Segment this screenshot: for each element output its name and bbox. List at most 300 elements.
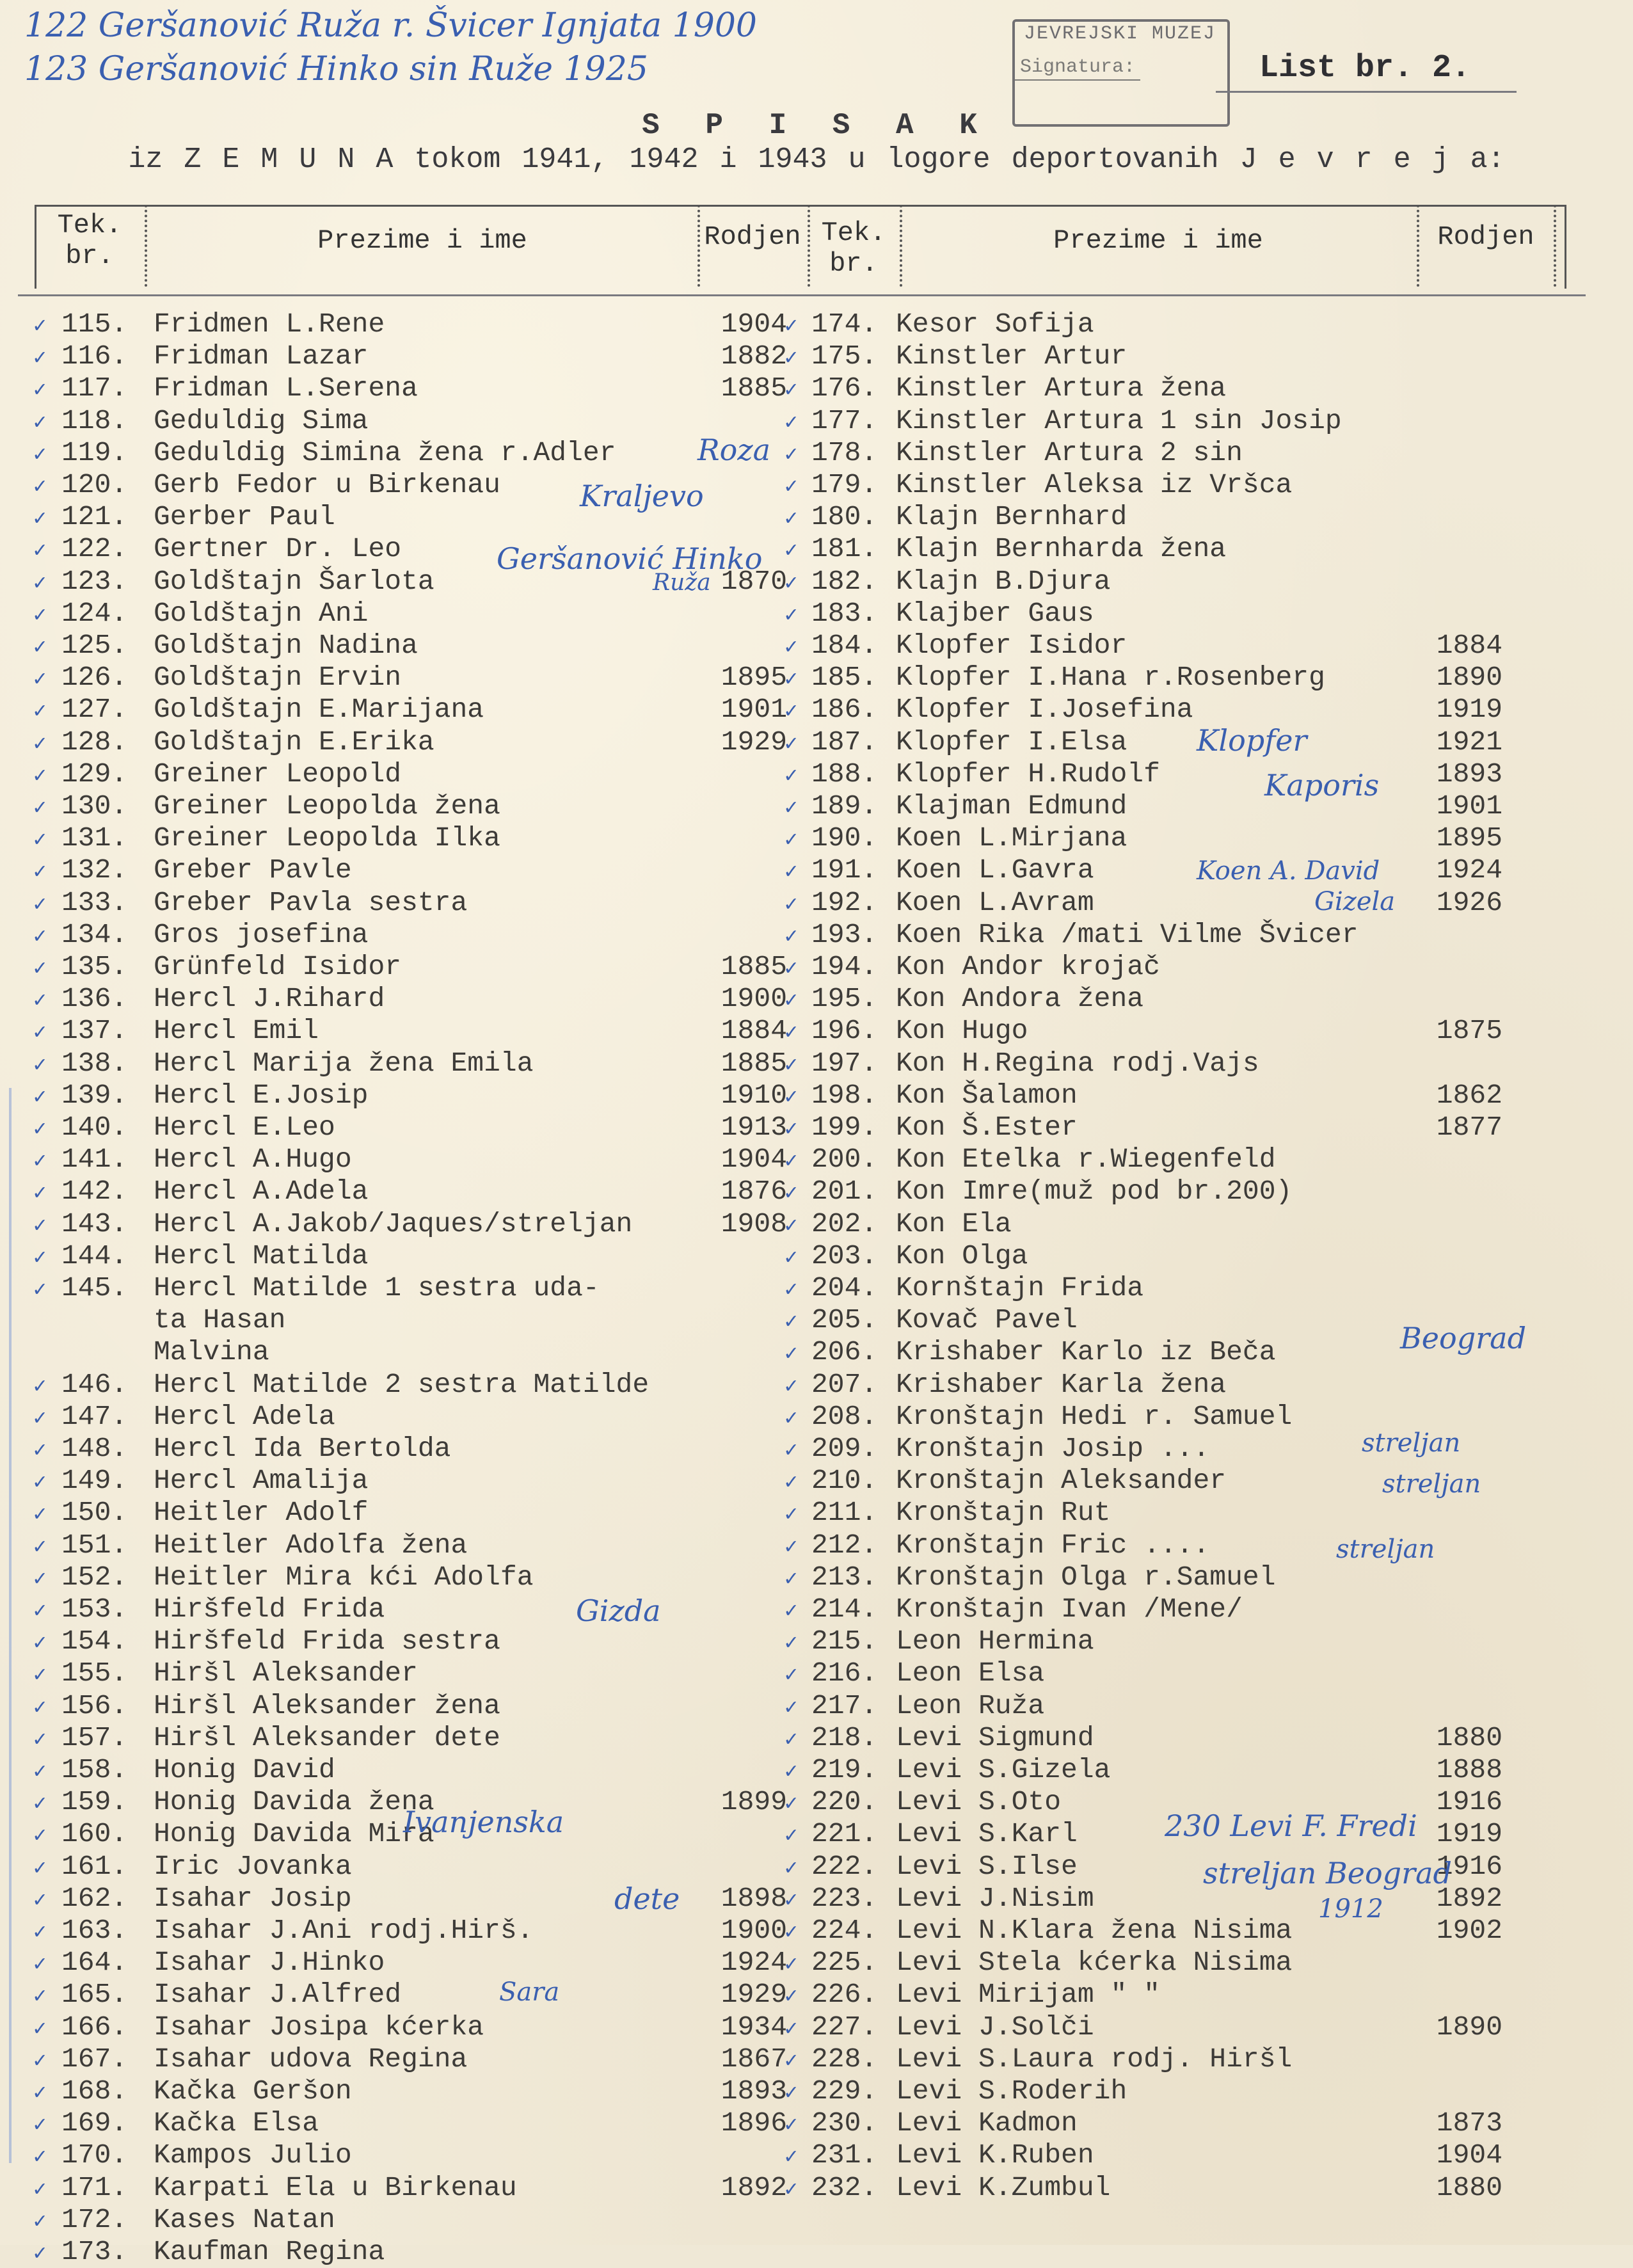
check-mark-icon: ✓ — [33, 347, 47, 372]
check-mark-icon: ✓ — [785, 1375, 798, 1400]
entry-number: 149. — [61, 1465, 128, 1497]
check-mark-icon: ✓ — [33, 2049, 47, 2074]
entry-number: 213. — [811, 1561, 878, 1593]
entry-birth-year: 1910 — [721, 1079, 787, 1111]
check-mark-icon: ✓ — [785, 1182, 798, 1207]
entry-number: 217. — [811, 1689, 878, 1721]
note-roza: Roza — [697, 433, 770, 467]
check-mark-icon: ✓ — [33, 893, 47, 918]
check-mark-icon: ✓ — [785, 507, 798, 532]
entry-number: 132. — [61, 854, 128, 886]
table-row — [0, 1979, 1633, 2011]
stamp-signature-label: Signatura: — [1015, 55, 1140, 81]
entry-name: Kampos Julio — [154, 2139, 352, 2171]
entry-name: Levi S.Roderih — [896, 2075, 1127, 2107]
header-bottom-rule — [18, 294, 1586, 296]
entry-number: 182. — [811, 565, 878, 597]
table-row — [0, 1080, 1633, 1112]
entry-name: Hercl Emil — [154, 1015, 319, 1047]
entry-birth-year: 1898 — [721, 1882, 787, 1914]
entry-name: Levi S.Gizela — [896, 1754, 1111, 1785]
entry-number: 168. — [61, 2075, 128, 2107]
check-mark-icon: ✓ — [785, 1085, 798, 1110]
check-mark-icon: ✓ — [785, 1953, 798, 1978]
entry-birth-year: 1926 — [1436, 886, 1502, 918]
entry-name: Hercl Amalija — [154, 1465, 369, 1497]
check-mark-icon: ✓ — [33, 1600, 47, 1624]
table-row — [0, 308, 1633, 340]
entry-birth-year: 1880 — [1436, 1721, 1502, 1753]
entry-birth-year: 1884 — [1436, 630, 1502, 661]
entry-name: Koen L.Avram — [896, 886, 1094, 918]
table-row — [0, 2011, 1633, 2043]
entry-name: Hercl E.Josip — [154, 1079, 369, 1111]
entry-birth-year: 1892 — [721, 2171, 787, 2203]
check-mark-icon: ✓ — [33, 1118, 47, 1142]
check-mark-icon: ✓ — [785, 443, 798, 468]
entry-birth-year: 1902 — [1436, 1915, 1502, 1946]
table-row — [0, 598, 1633, 630]
entry-name: Hercl E.Leo — [154, 1112, 335, 1143]
entry-birth-year: 1893 — [1436, 758, 1502, 790]
check-mark-icon: ✓ — [33, 1279, 47, 1303]
entry-number: 173. — [61, 2236, 128, 2267]
entry-name: Hercl Matilde 2 sestra Matilde — [154, 1368, 649, 1400]
entry-name: Kinstler Artura 1 sin Josip — [896, 404, 1342, 436]
entry-name: Kon Andora žena — [896, 983, 1144, 1015]
entry-name: Heitler Adolf — [154, 1497, 369, 1529]
check-mark-icon: ✓ — [33, 1150, 47, 1175]
entry-number: 202. — [811, 1208, 878, 1240]
table-row — [0, 1272, 1633, 1304]
entry-birth-year: 1885 — [721, 372, 787, 404]
entry-name: Goldštajn Ervin — [154, 662, 402, 694]
check-mark-icon: ✓ — [785, 1728, 798, 1753]
entry-name: Fridman L.Serena — [154, 372, 418, 404]
check-mark-icon: ✓ — [33, 2017, 47, 2042]
table-row — [0, 437, 1633, 469]
entry-number: 212. — [811, 1529, 878, 1561]
entry-name: Hercl Ida Bertolda — [154, 1433, 451, 1464]
entry-number: 211. — [811, 1497, 878, 1529]
list-number: List br. 2. — [1259, 50, 1471, 86]
entry-number: 193. — [811, 918, 878, 950]
table-row — [0, 1144, 1633, 1176]
entry-number: 163. — [61, 1915, 128, 1946]
entry-birth-year: 1867 — [721, 2043, 787, 2075]
entry-birth-year: 1900 — [721, 1915, 787, 1946]
table-row — [0, 1593, 1633, 1625]
entry-birth-year: 1888 — [1436, 1754, 1502, 1785]
entry-name: Hiršfeld Frida — [154, 1593, 385, 1625]
entry-birth-year: 1870 — [721, 565, 787, 597]
entry-birth-year: 1875 — [1436, 1015, 1502, 1047]
entry-name: Kon Andor krojač — [896, 951, 1160, 982]
entry-name: Hercl Matilde 1 sestra uda- — [154, 1272, 600, 1304]
entry-name: Isahar J.Alfred — [154, 1979, 402, 2011]
table-row — [0, 854, 1633, 886]
entry-name: Koen Rika /mati Vilme Švicer — [896, 918, 1358, 950]
entry-number: 189. — [811, 790, 878, 822]
check-mark-icon: ✓ — [785, 1439, 798, 1464]
entry-number: 176. — [811, 372, 878, 404]
entry-number: 230. — [811, 2107, 878, 2139]
entry-number: 180. — [811, 501, 878, 533]
check-mark-icon: ✓ — [785, 1761, 798, 1785]
entry-number: 177. — [811, 404, 878, 436]
entry-number: 232. — [811, 2171, 878, 2203]
entry-number: 224. — [811, 1915, 878, 1946]
handwritten-line-2: 123 Geršanović Hinko sin Ruže 1925 — [24, 50, 648, 88]
entry-birth-year: 1895 — [721, 662, 787, 694]
check-mark-icon: ✓ — [33, 957, 47, 982]
entry-name: Gertner Dr. Leo — [154, 533, 402, 565]
entry-birth-year: 1913 — [721, 1112, 787, 1143]
check-mark-icon: ✓ — [33, 571, 47, 596]
entry-number: 130. — [61, 790, 128, 822]
entry-name: Kon Olga — [896, 1240, 1028, 1272]
table-row — [0, 2139, 1633, 2171]
entry-name: Kon Hugo — [896, 1015, 1028, 1047]
check-mark-icon: ✓ — [785, 2146, 798, 2171]
handwritten-line-1: 122 Geršanović Ruža r. Švicer Ignjata 1900 — [24, 6, 757, 45]
check-mark-icon: ✓ — [33, 1246, 47, 1271]
entry-name: Kačka Elsa — [154, 2107, 319, 2139]
entry-birth-year: 1901 — [1436, 790, 1502, 822]
entry-number: 219. — [811, 1754, 878, 1785]
entry-birth-year: 1885 — [721, 1047, 787, 1079]
check-mark-icon: ✓ — [33, 636, 47, 660]
entry-name: Heitler Adolfa žena — [154, 1529, 468, 1561]
entry-name: Krishaber Karla žena — [896, 1368, 1227, 1400]
check-mark-icon: ✓ — [785, 1921, 798, 1945]
entry-name: Kornštajn Frida — [896, 1272, 1144, 1304]
table-row — [0, 2043, 1633, 2075]
entry-name: Klopfer Isidor — [896, 630, 1127, 661]
entry-number: 192. — [811, 886, 878, 918]
entry-name: Gerber Paul — [154, 501, 335, 533]
entry-birth-year: 1929 — [721, 1979, 787, 2011]
entry-name: Kronštajn Josip ... — [896, 1433, 1210, 1464]
check-mark-icon: ✓ — [785, 1021, 798, 1046]
entry-name: Gerb Fedor u Birkenau — [154, 469, 500, 500]
table-row — [0, 1048, 1633, 1080]
entry-number: 221. — [811, 1818, 878, 1850]
entry-birth-year: 1893 — [721, 2075, 787, 2107]
check-mark-icon: ✓ — [33, 797, 47, 821]
entry-birth-year: 1916 — [1436, 1850, 1502, 1882]
entry-birth-year: 1924 — [1436, 854, 1502, 886]
table-row — [0, 1625, 1633, 1657]
check-mark-icon: ✓ — [785, 1214, 798, 1239]
check-mark-icon: ✓ — [785, 2082, 798, 2106]
entry-number: 172. — [61, 2203, 128, 2235]
entry-number: 178. — [811, 436, 878, 468]
check-mark-icon: ✓ — [785, 1471, 798, 1496]
entry-name: Levi S.Karl — [896, 1818, 1078, 1850]
entry-number: 209. — [811, 1433, 878, 1464]
entry-birth-year: 1919 — [1436, 1818, 1502, 1850]
check-mark-icon: ✓ — [33, 732, 47, 757]
entry-birth-year: 1862 — [1436, 1079, 1502, 1111]
entry-number: 128. — [61, 726, 128, 758]
entry-name: Koen L.Gavra — [896, 854, 1094, 886]
check-mark-icon: ✓ — [785, 2049, 798, 2074]
check-mark-icon: ✓ — [785, 797, 798, 821]
entry-number: 141. — [61, 1144, 128, 1176]
entry-number: 127. — [61, 694, 128, 726]
entry-number: 218. — [811, 1721, 878, 1753]
entry-number: 167. — [61, 2043, 128, 2075]
table-row — [0, 533, 1633, 565]
entry-number: 198. — [811, 1079, 878, 1111]
entry-number: 139. — [61, 1079, 128, 1111]
check-mark-icon: ✓ — [785, 603, 798, 628]
table-row — [0, 1754, 1633, 1786]
entry-name: Levi S.Oto — [896, 1786, 1062, 1818]
check-mark-icon: ✓ — [33, 2242, 47, 2267]
header-tek-br-2: Tek. br. — [821, 218, 886, 279]
entry-name: Klajber Gaus — [896, 597, 1094, 629]
table-row — [0, 951, 1633, 983]
note-streljan-2: streljan — [1382, 1469, 1481, 1499]
entry-number: 153. — [61, 1593, 128, 1625]
header-rodjen-2: Rodjen — [1437, 221, 1534, 252]
check-mark-icon: ✓ — [785, 379, 798, 404]
check-mark-icon: ✓ — [785, 1664, 798, 1689]
entry-number: 169. — [61, 2107, 128, 2139]
check-mark-icon: ✓ — [785, 2114, 798, 2139]
entry-name: Hiršl Aleksander žena — [154, 1689, 500, 1721]
note-kaporis: Kaporis — [1264, 768, 1380, 803]
entry-name: Hiršfeld Frida sestra — [154, 1625, 500, 1657]
entry-birth-year: 1892 — [1436, 1882, 1502, 1914]
entry-name: Kinstler Artura 2 sin — [896, 436, 1243, 468]
entry-number: 203. — [811, 1240, 878, 1272]
check-mark-icon: ✓ — [785, 539, 798, 564]
entry-number: 140. — [61, 1112, 128, 1143]
entry-number: 184. — [811, 630, 878, 661]
check-mark-icon: ✓ — [33, 1567, 47, 1592]
table-row — [0, 2172, 1633, 2204]
check-mark-icon: ✓ — [785, 829, 798, 854]
note-1912: 1912 — [1318, 1894, 1383, 1924]
table-row — [0, 1947, 1633, 1979]
entry-name: Hiršl Aleksander — [154, 1657, 418, 1689]
entry-number: 120. — [61, 469, 128, 500]
entry-number: 185. — [811, 662, 878, 694]
entry-number: 146. — [61, 1368, 128, 1400]
check-mark-icon: ✓ — [33, 1825, 47, 1849]
entry-number: 199. — [811, 1112, 878, 1143]
check-mark-icon: ✓ — [33, 668, 47, 693]
entry-name: Klajman Edmund — [896, 790, 1127, 822]
check-mark-icon: ✓ — [33, 1793, 47, 1817]
check-mark-icon: ✓ — [785, 700, 798, 725]
entry-number: 166. — [61, 2011, 128, 2043]
entry-birth-year: 1921 — [1436, 726, 1502, 758]
entry-name: Goldštajn E.Marijana — [154, 694, 484, 726]
entry-name: Klajn B.Djura — [896, 565, 1111, 597]
note-streljan-beograd: streljan Beograd — [1203, 1856, 1452, 1890]
entry-number: 135. — [61, 951, 128, 982]
check-mark-icon: ✓ — [785, 1279, 798, 1303]
table-row — [0, 469, 1633, 501]
entry-number: 208. — [811, 1400, 878, 1432]
check-mark-icon: ✓ — [33, 1761, 47, 1785]
check-mark-icon: ✓ — [33, 861, 47, 886]
check-mark-icon: ✓ — [33, 1985, 47, 2010]
table-row — [0, 1561, 1633, 1593]
entry-name: Kon Šalamon — [896, 1079, 1078, 1111]
entry-name: Leon Elsa — [896, 1657, 1045, 1689]
table-row — [0, 405, 1633, 437]
check-mark-icon: ✓ — [33, 475, 47, 500]
check-mark-icon: ✓ — [785, 989, 798, 1014]
entry-number: 126. — [61, 662, 128, 694]
check-mark-icon: ✓ — [785, 925, 798, 950]
table-row — [0, 1015, 1633, 1047]
note-ivanjenska: Ivanjenska — [403, 1805, 564, 1839]
entry-number: 115. — [61, 308, 128, 340]
check-mark-icon: ✓ — [785, 411, 798, 436]
entry-birth-year: 1919 — [1436, 694, 1502, 726]
table-row — [0, 1176, 1633, 1208]
entry-name: Hercl Marija žena Emila — [154, 1047, 534, 1079]
entry-birth-year: 1908 — [721, 1208, 787, 1240]
entry-name: Kon Etelka r.Wiegenfeld — [896, 1144, 1276, 1176]
check-mark-icon: ✓ — [785, 571, 798, 596]
entry-number: 155. — [61, 1657, 128, 1689]
entry-number: 231. — [811, 2139, 878, 2171]
check-mark-icon: ✓ — [33, 443, 47, 468]
check-mark-icon: ✓ — [785, 668, 798, 693]
entry-number: 170. — [61, 2139, 128, 2171]
entry-number: 204. — [811, 1272, 878, 1304]
entry-birth-year: 1900 — [721, 983, 787, 1015]
note-sara: Sara — [499, 1977, 560, 2007]
check-mark-icon: ✓ — [785, 636, 798, 660]
entry-birth-year: 1885 — [721, 951, 787, 982]
entry-number: 191. — [811, 854, 878, 886]
entry-name: Honig Davida žena — [154, 1786, 434, 1818]
entry-number: 165. — [61, 1979, 128, 2011]
check-mark-icon: ✓ — [785, 1343, 798, 1368]
entry-name: Klopfer I.Elsa — [896, 726, 1127, 758]
entry-number: 162. — [61, 1882, 128, 1914]
entry-number: 158. — [61, 1754, 128, 1785]
check-mark-icon: ✓ — [33, 379, 47, 404]
entry-name: Honig Davida Mira — [154, 1818, 434, 1850]
entry-name: Hercl A.Hugo — [154, 1144, 352, 1176]
table-row — [0, 726, 1633, 758]
entry-birth-year: 1873 — [1436, 2107, 1502, 2139]
entry-birth-year: 1934 — [721, 2011, 787, 2043]
entry-number: 190. — [811, 822, 878, 854]
entry-number: 143. — [61, 1208, 128, 1240]
entry-name: Goldštajn E.Erika — [154, 726, 434, 758]
entry-birth-year: 1890 — [1436, 662, 1502, 694]
entry-number: 150. — [61, 1497, 128, 1529]
entry-birth-year: 1924 — [721, 1947, 787, 1979]
entry-birth-year: 1904 — [721, 308, 787, 340]
check-mark-icon: ✓ — [33, 1728, 47, 1753]
entry-number: 125. — [61, 630, 128, 661]
entry-number: 122. — [61, 533, 128, 565]
entry-birth-year: 1895 — [1436, 822, 1502, 854]
check-mark-icon: ✓ — [33, 539, 47, 564]
entry-number: 187. — [811, 726, 878, 758]
check-mark-icon: ✓ — [33, 1503, 47, 1528]
entry-name: Geduldig Simina žena r.Adler — [154, 436, 616, 468]
table-row — [0, 1497, 1633, 1529]
table-row — [0, 1336, 1633, 1368]
table-row — [0, 630, 1633, 662]
entry-number: 228. — [811, 2043, 878, 2075]
entry-name: Levi S.Laura rodj. Hiršl — [896, 2043, 1293, 2075]
entry-number: 220. — [811, 1786, 878, 1818]
entry-name: Kesor Sofija — [896, 308, 1094, 340]
check-mark-icon: ✓ — [33, 603, 47, 628]
check-mark-icon: ✓ — [785, 1825, 798, 1849]
entry-name: Iric Jovanka — [154, 1850, 352, 1882]
table-row — [0, 758, 1633, 790]
document-subtitle: iz Z E M U N A tokom 1941, 1942 i 1943 u logore deportovanih J e v r e j a: — [128, 143, 1505, 176]
check-mark-icon: ✓ — [785, 1600, 798, 1624]
entry-number: 222. — [811, 1850, 878, 1882]
entry-birth-year: 1882 — [721, 340, 787, 372]
check-mark-icon: ✓ — [33, 1439, 47, 1464]
check-mark-icon: ✓ — [785, 1535, 798, 1560]
note-gersanovic: Geršanović Hinko — [497, 541, 763, 576]
table-row — [0, 1690, 1633, 1722]
entry-number: 183. — [811, 597, 878, 629]
check-mark-icon: ✓ — [33, 1632, 47, 1657]
note-koen-david: Koen A. David — [1197, 856, 1380, 886]
entry-name: Malvina — [154, 1336, 269, 1368]
check-mark-icon: ✓ — [785, 957, 798, 982]
check-mark-icon: ✓ — [33, 1664, 47, 1689]
entry-name: Levi K.Ruben — [896, 2139, 1094, 2171]
entry-number: 225. — [811, 1947, 878, 1979]
entry-name: Hercl Matilda — [154, 1240, 369, 1272]
check-mark-icon: ✓ — [33, 2082, 47, 2106]
entry-name: Kronštajn Fric .... — [896, 1529, 1210, 1561]
entry-number: 206. — [811, 1336, 878, 1368]
entry-birth-year: 1880 — [1436, 2171, 1502, 2203]
entry-number: 136. — [61, 983, 128, 1015]
check-mark-icon: ✓ — [33, 1053, 47, 1078]
entry-name: Isahar udova Regina — [154, 2043, 468, 2075]
check-mark-icon: ✓ — [33, 764, 47, 789]
table-row — [0, 2075, 1633, 2107]
entry-birth-year: 1904 — [1436, 2139, 1502, 2171]
entry-name: Goldštajn Ani — [154, 597, 369, 629]
entry-name: Kronštajn Hedi r. Samuel — [896, 1400, 1293, 1432]
entry-name: Kronštajn Aleksander — [896, 1465, 1227, 1497]
entry-birth-year: 1890 — [1436, 2011, 1502, 2043]
check-mark-icon: ✓ — [785, 315, 798, 339]
table-row — [0, 340, 1633, 372]
note-ruza: Ruža — [653, 570, 711, 596]
table-row — [0, 2107, 1633, 2139]
entry-name: Klopfer H.Rudolf — [896, 758, 1160, 790]
check-mark-icon: ✓ — [33, 925, 47, 950]
entry-number: 181. — [811, 533, 878, 565]
check-mark-icon: ✓ — [785, 1053, 798, 1078]
note-beograd: Beograd — [1400, 1321, 1527, 1355]
entry-name: Levi K.Zumbul — [896, 2171, 1111, 2203]
